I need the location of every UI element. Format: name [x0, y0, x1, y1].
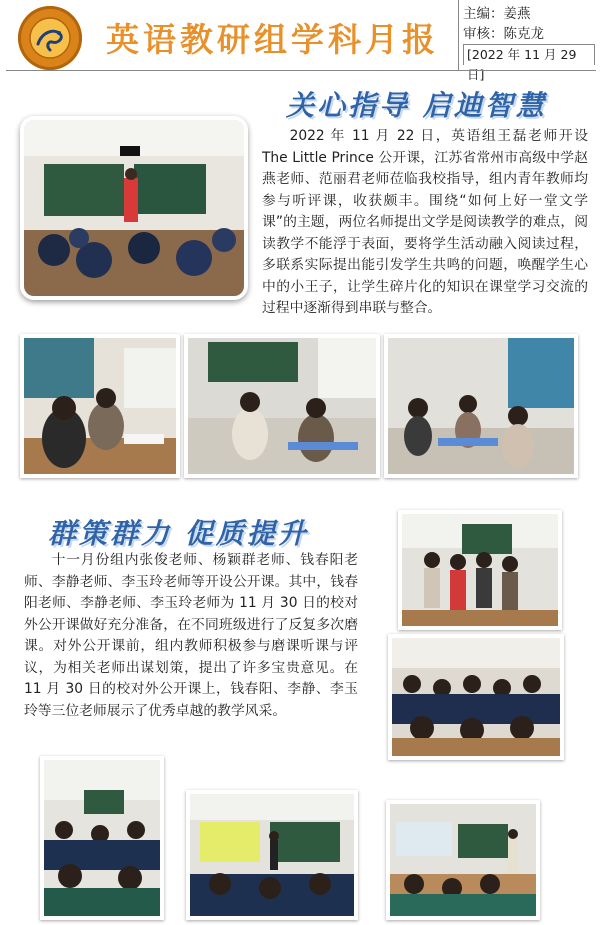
- open-class-photo-2: [186, 790, 358, 920]
- issue-date: [2022 年 11 月 29 日]: [463, 44, 595, 65]
- teacher-discussion-photo-2: [184, 334, 380, 478]
- classroom-photo-main: [20, 116, 248, 300]
- open-class-photo-1: [40, 756, 164, 920]
- dragon-emblem-icon: [18, 6, 82, 70]
- school-logo: [18, 6, 82, 70]
- header-meta: [463, 4, 595, 82]
- open-class-photo-3: [386, 800, 540, 920]
- section1-heading: 关心指导 启迪智慧: [286, 89, 547, 122]
- section2-body: 十一月份组内张俊老师、杨颖群老师、钱春阳老师、李静老师、李玉玲老师等开设公开课。其中，钱春阳老师、李静老师、李玉玲老师为 11 月 30 日的校对外公开课做好充分准备，在不同班级进行了反复多次磨课。对外公开课前，组内教师积极参与磨课听课与评议，为相关老师出谋划策，提出了许多宝贵意见。在 11 月 30 日的校对外公开课上，钱春阳、李静、李玉玲等三位老师展示了优秀卓越的教学风采。: [24, 552, 358, 719]
- editor-label: 主编：姜燕: [463, 6, 531, 22]
- reviewer-label: 审核：陈克龙: [463, 26, 544, 42]
- teacher-discussion-photo-3: [384, 334, 578, 478]
- lesson-prep-photo-1: [398, 510, 562, 630]
- section1-body: 2022 年 11 月 22 日，英语组王磊老师开设 The Little Prince 公开课，江苏省常州市高级中学赵燕老师、范丽君老师莅临我校指导，组内青年教师均参与听评课，收获颇丰。围绕“如何上好一堂文学课”的主题，两位名师提出文学是阅读教学的难点，阅读教学不能浮于表面，要将学生活动融入阅读过程，多联系实际提出能引发学生共鸣的问题，唤醒学生心中的小王子，让学生碎片化的知识在课堂学习交流的过程中逐渐得到串联与整合。: [262, 128, 588, 316]
- section2-heading: 群策群力 促质提升: [48, 517, 309, 550]
- newsletter-title: 英语教研组学科月报: [106, 20, 439, 59]
- header-rule: [6, 70, 596, 71]
- teacher-discussion-photo-1: [20, 334, 180, 478]
- header-divider: [458, 0, 459, 70]
- lesson-prep-photo-2: [388, 634, 564, 760]
